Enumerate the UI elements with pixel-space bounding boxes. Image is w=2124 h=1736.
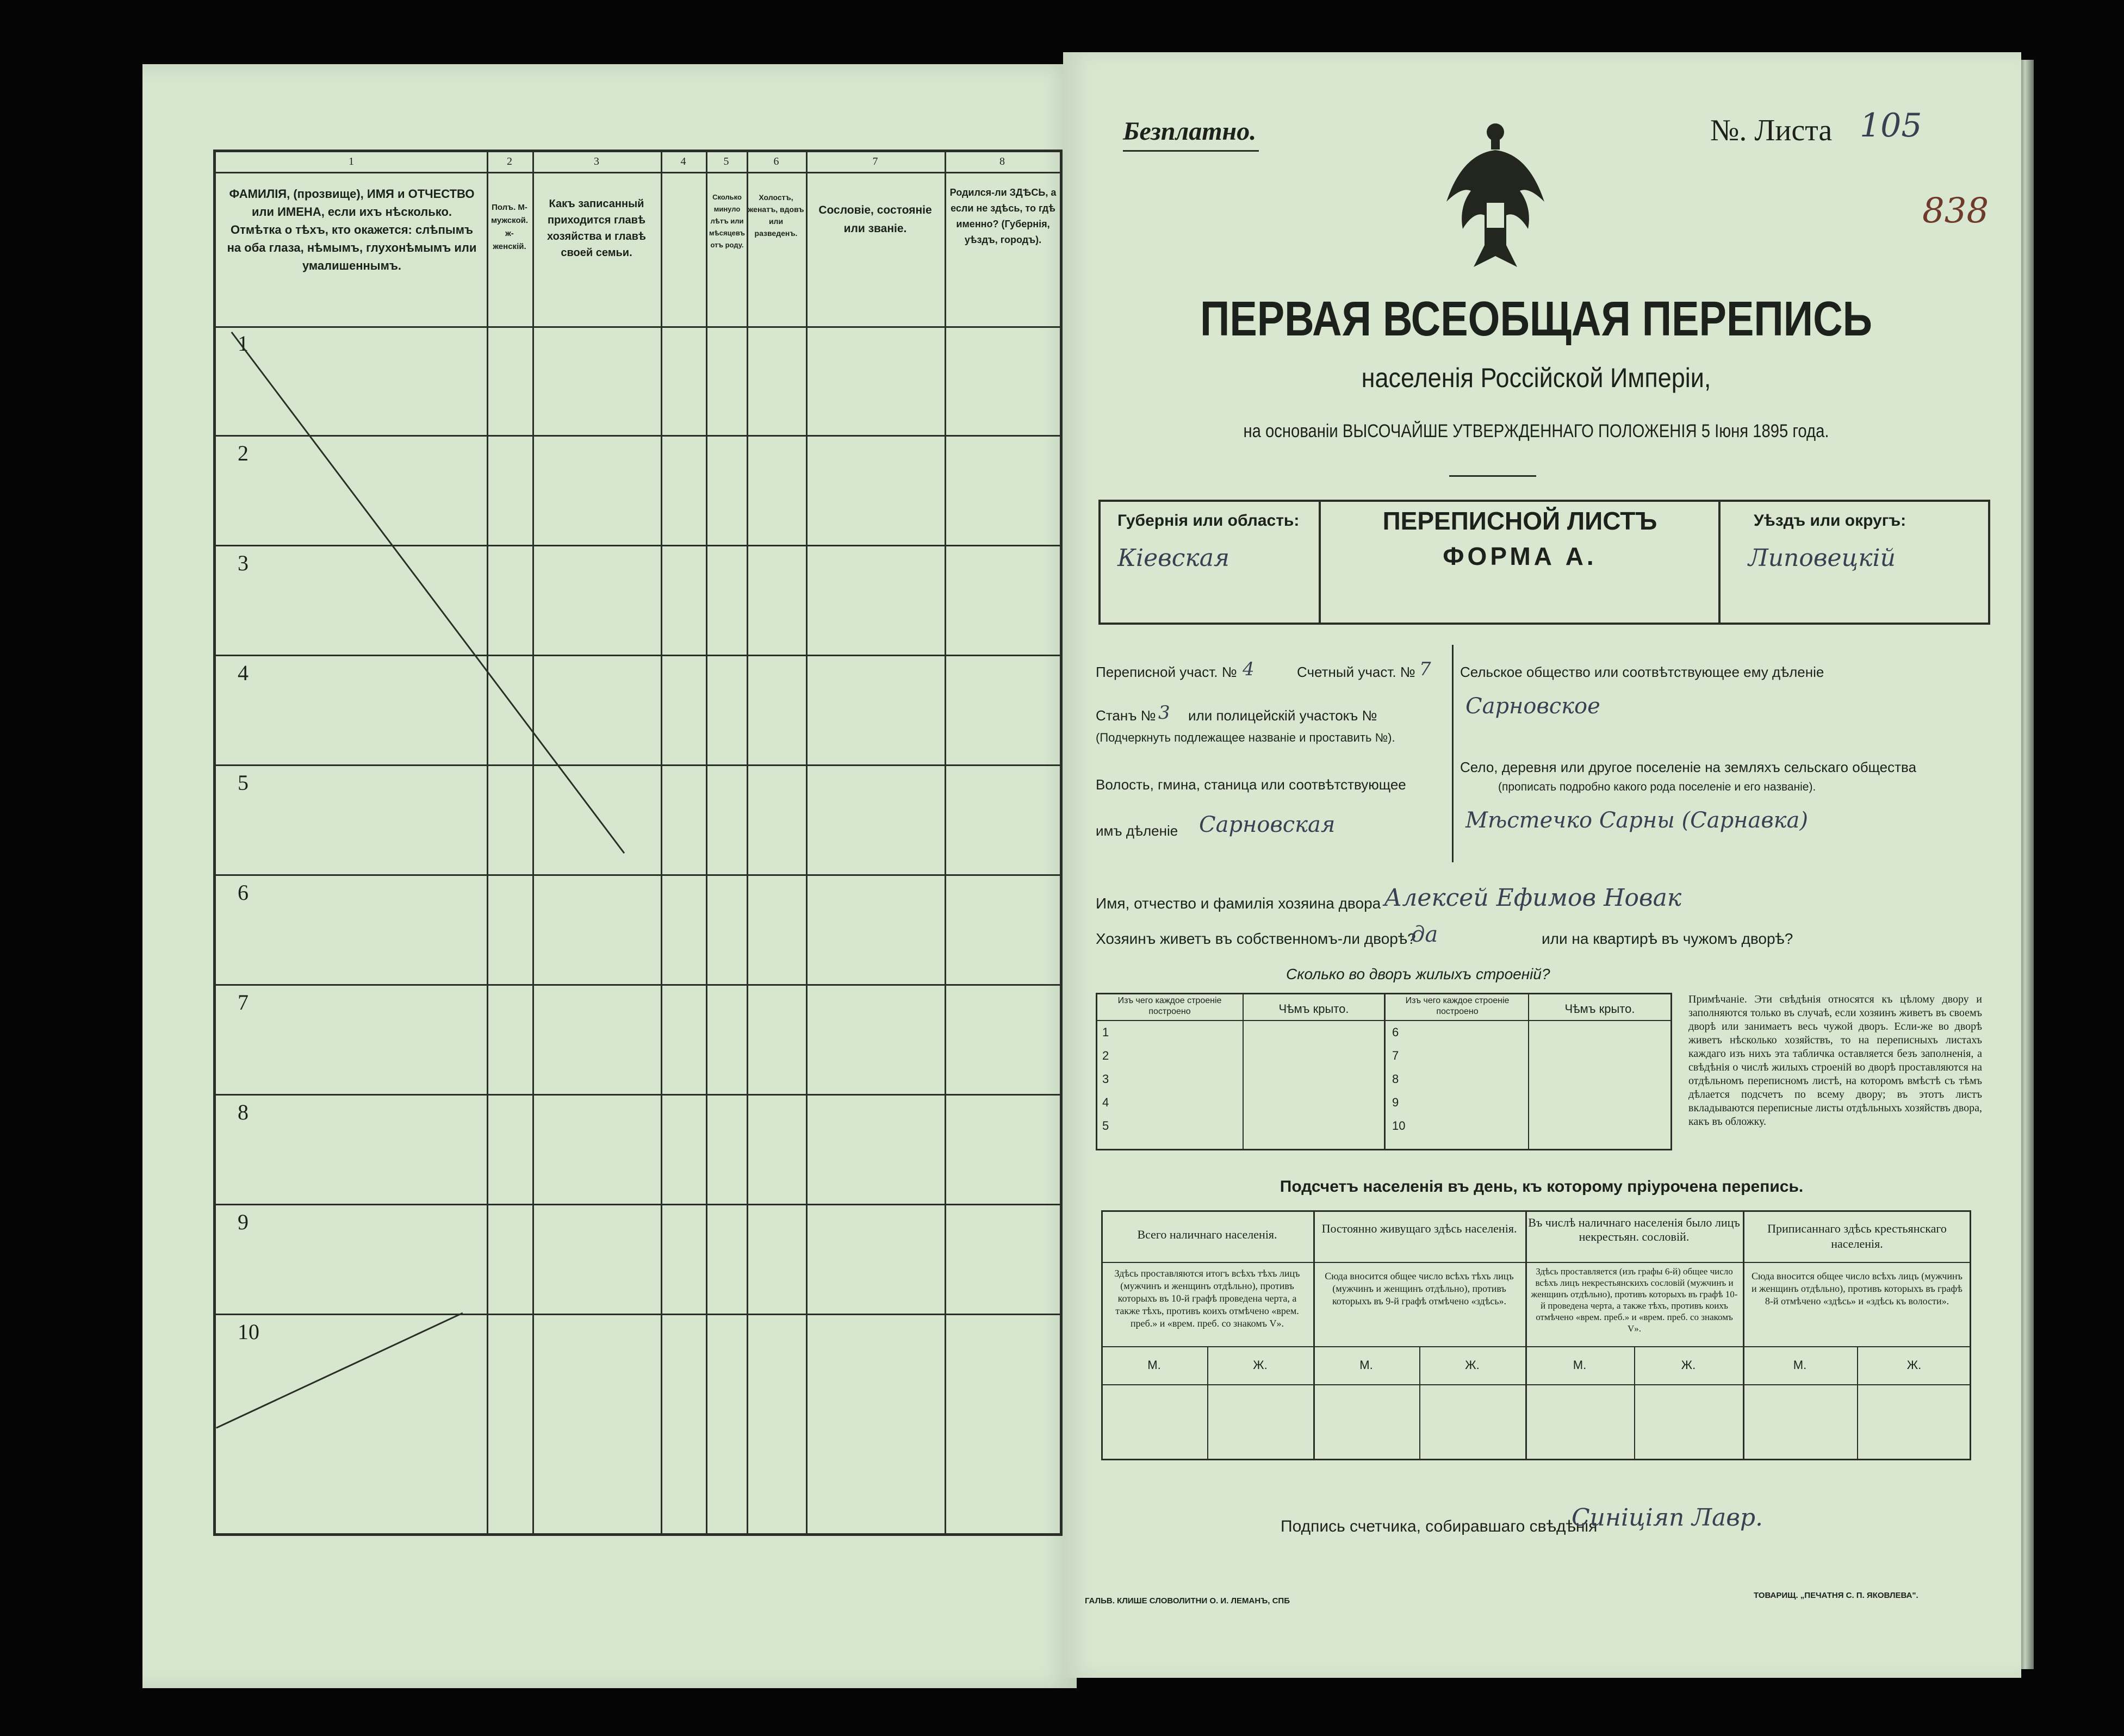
village-label: Село, деревня или другое поселеніе на земляхъ сельскаго общества — [1460, 759, 1917, 775]
row-line — [216, 545, 1060, 546]
column-number: 2 — [507, 155, 512, 167]
female-column: Ж. — [1681, 1358, 1696, 1372]
row-line — [216, 655, 1060, 656]
society-value: Сарновское — [1465, 694, 1600, 719]
column-divider — [706, 152, 707, 1533]
male-column: М. — [1359, 1358, 1373, 1372]
document-title: ПЕРВАЯ ВСЕОБЩАЯ ПЕРЕПИСЬ — [1200, 292, 1873, 346]
row-line — [216, 984, 1060, 986]
row-number: 1 — [238, 331, 249, 356]
count-col-head: Приписаннаго здѣсь крестьянскаго населенія. — [1767, 1222, 1947, 1250]
uezd-label: Уѣздъ или округъ: — [1754, 512, 1906, 530]
divider — [1718, 500, 1721, 625]
row-line — [216, 764, 1060, 766]
sheet-number-value: 105 — [1860, 107, 1922, 145]
building-row: 8 — [1392, 1072, 1399, 1086]
count-col-desc: Сюда вносится общее число всѣхъ тѣхъ лицъ (мужчинъ и женщинъ отдѣльно), противъ которыхъ въ 9-й графѣ отмѣчено «здѣсь». — [1325, 1271, 1514, 1306]
signature-label: Подпись счетчика, собиравшаго свѣдѣнія — [1281, 1517, 1598, 1535]
column-number: 5 — [723, 155, 729, 167]
building-row: 6 — [1392, 1025, 1399, 1039]
column-header-relation: Какъ записанный приходится главѣ хозяйства и главѣ своей семьи. — [547, 198, 646, 259]
owner-label: Имя, отчество и фамилія хозяина двора — [1096, 895, 1381, 912]
stan-value: 3 — [1158, 702, 1170, 724]
printer-left: ГАЛЬВ. КЛИШЕ СЛОВОЛИТНИ О. И. ЛЕМАНЪ, СПБ — [1085, 1596, 1290, 1606]
building-row: 1 — [1102, 1025, 1109, 1039]
form-title: ПЕРЕПИСНОЙ ЛИСТЪ — [1382, 507, 1657, 535]
row-number: 10 — [238, 1320, 259, 1344]
material-header: Изъ чего каждое строеніе построено — [1117, 996, 1222, 1016]
material-header: Изъ чего каждое строеніе построено — [1405, 996, 1510, 1016]
left-page — [142, 64, 1077, 1688]
column-divider — [661, 152, 662, 1533]
row-number: 4 — [238, 661, 249, 685]
grid — [1384, 993, 1386, 1150]
row-number: 8 — [238, 1100, 249, 1124]
column-header-estate: Сословіе, состояніе или званіе. — [818, 204, 932, 235]
column-header-birthplace: Родился-ли ЗДѢСЬ, а если не здѣсь, то гдѣ именно? (Губернія, уѣздъ, городъ). — [949, 187, 1057, 245]
grid — [1101, 1262, 1971, 1263]
count-title: Подсчетъ населенія въ день, къ которому пріурочена перепись. — [1280, 1178, 1804, 1196]
volost-value: Сарновская — [1199, 812, 1336, 837]
volost-label-2: имъ дѣленіе — [1096, 823, 1178, 839]
column-divider — [532, 152, 534, 1533]
sheet-number-label: №. Листа — [1710, 114, 1833, 147]
column-number: 1 — [349, 155, 354, 167]
underline-note: (Подчеркнуть подлежащее названіе и проставить №). — [1096, 731, 1395, 744]
grid — [1096, 1020, 1672, 1021]
right-page — [1063, 52, 2021, 1678]
building-row: 7 — [1392, 1049, 1399, 1062]
society-label: Сельское общество или соотвѣтствующее ему дѣленіе — [1460, 664, 1824, 680]
census-area-value: 4 — [1243, 658, 1254, 680]
grid — [1101, 1346, 1971, 1347]
signature-value: Синіціяп Лавр. — [1572, 1504, 1763, 1532]
archive-number: 838 — [1922, 191, 1989, 231]
lives-value: да — [1411, 922, 1438, 947]
column-divider — [487, 152, 488, 1533]
column-header-name: ФАМИЛІЯ, (прозвище), ИМЯ и ОТЧЕСТВО или ИМЕНА, если ихъ нѣсколько. Отмѣтка о тѣхъ, кто окажется: слѣпымъ на оба глаза, нѣмымъ, глухонѣмымъ или умалишеннымъ. — [227, 187, 477, 272]
building-row: 3 — [1102, 1072, 1109, 1086]
male-column: М. — [1573, 1358, 1587, 1372]
village-note: (прописать подробно какого рода поселеніе и его названіе). — [1498, 781, 1816, 793]
lives-label: Хозяинъ живетъ въ собственномъ-ли дворѣ? — [1096, 930, 1416, 947]
male-column: М. — [1793, 1358, 1807, 1372]
stan-label: Станъ № — [1096, 707, 1156, 724]
row-line — [216, 435, 1060, 437]
grid — [1743, 1210, 1744, 1460]
column-header-sex: Полъ. М-мужской. ж-женскій. — [490, 203, 529, 251]
female-column: Ж. — [1906, 1358, 1922, 1372]
female-column: Ж. — [1465, 1358, 1480, 1372]
row-line — [216, 1204, 1060, 1205]
household-members-table — [213, 150, 1063, 1536]
apartment-label: или на квартирѣ въ чужомъ дворѣ? — [1542, 930, 1793, 947]
row-line — [216, 874, 1060, 876]
column-number: 6 — [773, 155, 779, 167]
police-label: или полицейскій участокъ № — [1188, 707, 1377, 724]
owner-value: Алексей Ефимов Новак — [1384, 884, 1682, 912]
volost-label: Волость, гмина, станица или соотвѣтствующее — [1096, 776, 1406, 793]
buildings-label: Сколько во дворъ жилыхъ строеній? — [1286, 966, 1550, 982]
building-row: 9 — [1392, 1096, 1399, 1109]
row-number: 6 — [238, 880, 249, 905]
free-label: Безплатно. — [1123, 117, 1257, 146]
row-number: 7 — [238, 990, 249, 1015]
ornament — [1449, 475, 1536, 477]
roof-header: Чѣмъ крыто. — [1278, 1002, 1349, 1016]
count-col-desc: Здѣсь проставляется (изъ графы 6-й) общее число всѣхъ лицъ некрестьянскихъ сословій (мужчинъ и женщинъ отдѣльно), противъ которыхъ въ графѣ 10-й проведена черта, а также тѣхъ, противъ коихъ отмѣчено «врем. преб.» и «врем. преб. со знакомъ V». — [1531, 1266, 1738, 1334]
census-area-label: Переписной участ. № — [1096, 664, 1237, 680]
row-number: 5 — [238, 770, 249, 795]
column-divider — [806, 152, 808, 1533]
free-underline — [1123, 150, 1259, 152]
section-divider — [1452, 645, 1454, 862]
row-number: 9 — [238, 1210, 249, 1234]
female-column: Ж. — [1253, 1358, 1268, 1372]
male-column: М. — [1147, 1358, 1161, 1372]
building-row: 10 — [1392, 1119, 1406, 1133]
roof-header: Чѣмъ крыто. — [1564, 1002, 1635, 1016]
row-line — [216, 1314, 1060, 1315]
header-bottom-line — [216, 326, 1060, 328]
column-number: 4 — [680, 155, 686, 167]
guberniya-label: Губернія или область: — [1117, 512, 1300, 530]
column-header-age: Сколько минуло лѣтъ или мѣсяцевъ отъ роду. — [709, 193, 745, 249]
cancel-stroke — [231, 332, 625, 854]
village-value: Мѣстечко Сарны (Сарнавка) — [1465, 808, 1808, 833]
column-number: 3 — [594, 155, 599, 167]
column-number-row-line — [216, 172, 1060, 173]
count-col-head: Постоянно живущаго здѣсь населенія. — [1321, 1222, 1517, 1235]
guberniya-value: Кіевская — [1117, 544, 1230, 572]
column-number: 7 — [872, 155, 878, 167]
count-col-desc: Здѣсь проставляются итогъ всѣхъ тѣхъ лицъ (мужчинъ и женщинъ отдѣльно), противъ которыхъ въ 10-й графѣ проведена черта, а также тѣхъ, противъ коихъ отмѣчено «врем. преб.» и «врем. преб. со знакомъ V». — [1114, 1268, 1300, 1329]
buildings-note: Примѣчаніе. Эти свѣдѣнія относятся къ цѣлому двору и заполняются только въ случаѣ, если хозяинъ живетъ въ своемъ дворѣ или занимаетъ весь чужой дворъ. Если-же во дворѣ живетъ нѣсколько хозяйствъ, то на переписныхъ листахъ каждаго изъ нихъ эта табличка оставляется безъ заполненія, а свѣдѣнія о числѣ жилыхъ строеній во дворѣ проставляются на отдѣльномъ переписномъ листѣ, на которомъ вмѣстѣ съ тѣмъ дѣлается подсчетъ по всему двору; въ этотъ листъ вкладываются переписные листы отдѣльныхъ хозяйствъ двора, какъ въ обложку. — [1688, 993, 1982, 1128]
imperial-eagle-icon — [1441, 120, 1550, 278]
building-row: 4 — [1102, 1096, 1109, 1109]
count-col-desc: Сюда вносится общее число всѣхъ лицъ (мужчинъ и женщинъ отдѣльно), противъ которыхъ въ графѣ 8-й отмѣчено «здѣсь» и «здѣсь къ волости». — [1752, 1271, 1962, 1306]
grid — [1525, 1210, 1527, 1460]
form-subtitle: ФОРМА А. — [1443, 542, 1597, 570]
count-col-head: Въ числѣ наличнаго населенія было лицъ некрестьян. сословій. — [1528, 1216, 1740, 1243]
uezd-value: Липовецкій — [1748, 544, 1896, 572]
building-row: 2 — [1102, 1049, 1109, 1062]
row-line — [216, 1094, 1060, 1096]
building-row: 5 — [1102, 1119, 1109, 1133]
column-header-marital: Холостъ, женатъ, вдовъ или разведенъ. — [748, 193, 804, 238]
legal-basis: на основаніи ВЫСОЧАЙШЕ УТВЕРЖДЕННАГО ПОЛОЖЕНІЯ 5 Іюня 1895 года. — [1243, 421, 1829, 441]
count-col-head: Всего наличнаго населенія. — [1137, 1228, 1277, 1241]
divider — [1319, 500, 1321, 625]
column-number: 8 — [999, 155, 1005, 167]
grid — [1101, 1384, 1971, 1385]
grid — [1313, 1210, 1315, 1460]
count-area-value: 7 — [1419, 658, 1431, 680]
document-subtitle: населенія Россійской Имперіи, — [1361, 363, 1711, 393]
column-divider — [747, 152, 748, 1533]
row-number: 3 — [238, 551, 249, 575]
column-divider — [945, 152, 946, 1533]
printer-right: ТОВАРИЩ. „ПЕЧАТНЯ С. П. ЯКОВЛЕВА". — [1754, 1591, 1918, 1600]
count-area-label: Счетный участ. № — [1297, 664, 1415, 680]
row-number: 2 — [238, 441, 249, 465]
